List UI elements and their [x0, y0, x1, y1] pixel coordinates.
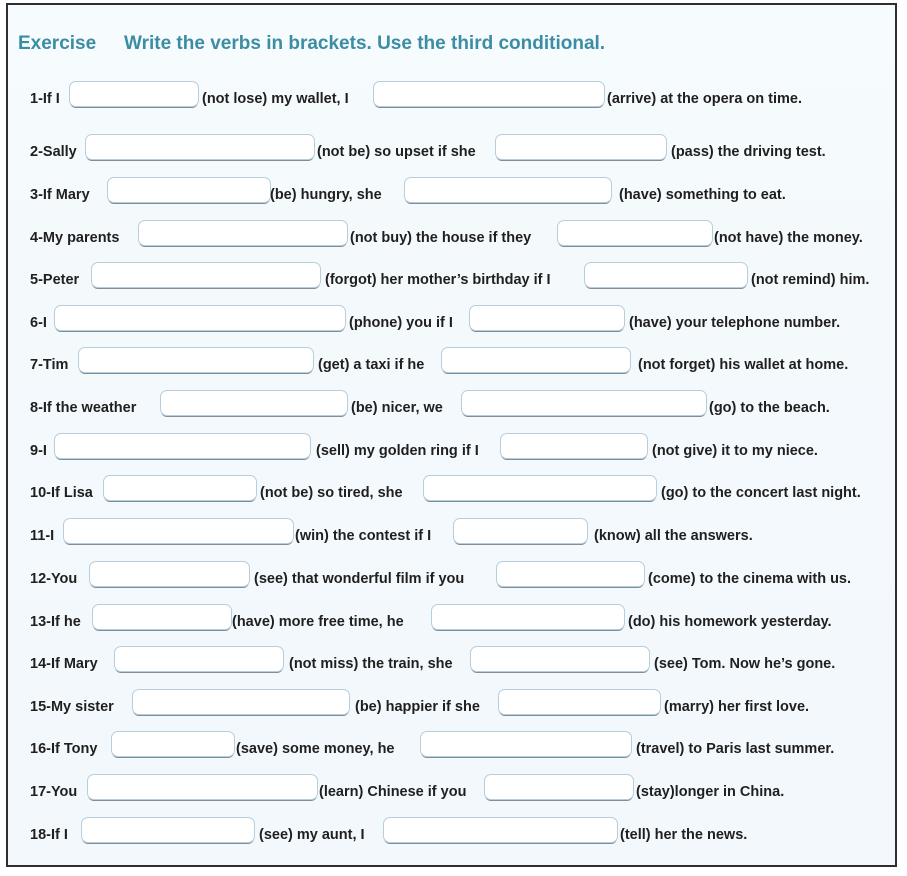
- answer-input-13-2[interactable]: [431, 604, 625, 630]
- item-prompt: 18-If I: [30, 827, 68, 843]
- item-cue: (go) to the beach.: [709, 400, 830, 416]
- answer-input-14-1[interactable]: [114, 646, 284, 672]
- answer-input-16-2[interactable]: [420, 731, 632, 757]
- answer-input-11-2[interactable]: [453, 518, 588, 544]
- item-cue: (have) your telephone number.: [629, 315, 841, 331]
- item-cue: (see) Tom. Now he’s gone.: [654, 656, 836, 672]
- answer-input-5-1[interactable]: [91, 262, 321, 288]
- answer-input-10-2[interactable]: [423, 475, 657, 501]
- answer-input-13-1[interactable]: [92, 604, 232, 630]
- answer-input-4-1[interactable]: [138, 220, 348, 246]
- answer-input-3-1[interactable]: [107, 177, 271, 203]
- answer-input-18-2[interactable]: [383, 817, 618, 843]
- answer-input-5-2[interactable]: [584, 262, 748, 288]
- item-cue: (not give) it to my niece.: [652, 443, 818, 459]
- item-cue: (do) his homework yesterday.: [628, 614, 832, 630]
- exercise-title: [18, 33, 605, 55]
- item-cue: (know) all the answers.: [594, 528, 753, 544]
- answer-input-1-1[interactable]: [69, 81, 199, 107]
- item-prompt: 10-If Lisa: [30, 485, 93, 501]
- item-cue: (arrive) at the opera on time.: [607, 91, 802, 107]
- item-cue: (learn) Chinese if you: [319, 784, 467, 800]
- answer-input-9-2[interactable]: [500, 433, 648, 459]
- item-cue: (see) my aunt, I: [259, 827, 365, 843]
- item-cue: (be) happier if she: [355, 699, 480, 715]
- item-cue: (be) hungry, she: [270, 187, 382, 203]
- item-prompt: 4-My parents: [30, 230, 120, 246]
- item-cue: (not forget) his wallet at home.: [638, 357, 849, 373]
- item-cue: (come) to the cinema with us.: [648, 571, 852, 587]
- item-prompt: 1-If I: [30, 91, 60, 107]
- item-cue: (save) some money, he: [236, 741, 395, 757]
- item-cue: (travel) to Paris last summer.: [636, 741, 835, 757]
- item-prompt: 14-If Mary: [30, 656, 98, 672]
- answer-input-6-2[interactable]: [469, 305, 625, 331]
- item-cue: (go) to the concert last night.: [661, 485, 861, 501]
- answer-input-3-2[interactable]: [404, 177, 612, 203]
- exercise-label: Exercise: [18, 33, 97, 54]
- answer-input-12-1[interactable]: [89, 561, 250, 587]
- answer-input-7-1[interactable]: [78, 347, 314, 373]
- answer-input-7-2[interactable]: [441, 347, 631, 373]
- worksheet: [6, 3, 897, 867]
- item-prompt: 17-You: [30, 784, 78, 800]
- answer-input-12-2[interactable]: [496, 561, 645, 587]
- item-prompt: 13-If he: [30, 614, 81, 630]
- answer-input-9-1[interactable]: [54, 433, 311, 459]
- item-cue: (not miss) the train, she: [289, 656, 453, 672]
- answer-input-15-2[interactable]: [498, 689, 661, 715]
- item-cue: (not have) the money.: [714, 230, 863, 246]
- item-prompt: 7-Tim: [30, 357, 69, 373]
- item-cue: (not buy) the house if they: [350, 230, 532, 246]
- answer-input-8-1[interactable]: [160, 390, 348, 416]
- item-prompt: 8-If the weather: [30, 400, 137, 416]
- item-prompt: 15-My sister: [30, 699, 114, 715]
- item-cue: (pass) the driving test.: [671, 144, 826, 160]
- item-cue: (have) something to eat.: [619, 187, 786, 203]
- item-prompt: 9-I: [30, 443, 47, 459]
- answer-input-16-1[interactable]: [111, 731, 235, 757]
- answer-input-4-2[interactable]: [557, 220, 713, 246]
- answer-input-17-1[interactable]: [87, 774, 318, 800]
- answer-input-6-1[interactable]: [54, 305, 346, 331]
- item-prompt: 16-If Tony: [30, 741, 98, 757]
- item-prompt: 2-Sally: [30, 144, 77, 160]
- answer-input-2-2[interactable]: [495, 134, 667, 160]
- item-cue: (forgot) her mother’s birthday if I: [325, 272, 551, 288]
- item-prompt: 12-You: [30, 571, 78, 587]
- item-cue: (phone) you if I: [349, 315, 453, 331]
- answer-input-8-2[interactable]: [461, 390, 707, 416]
- item-cue: (sell) my golden ring if I: [316, 443, 479, 459]
- answer-input-1-2[interactable]: [373, 81, 605, 107]
- item-cue: (not be) so upset if she: [317, 144, 476, 160]
- answer-input-18-1[interactable]: [81, 817, 255, 843]
- answer-input-10-1[interactable]: [103, 475, 257, 501]
- item-cue: (have) more free time, he: [232, 614, 404, 630]
- exercise-instruction: Write the verbs in brackets. Use the third conditional.: [124, 33, 606, 54]
- answer-input-15-1[interactable]: [132, 689, 350, 715]
- item-cue: (see) that wonderful film if you: [254, 571, 465, 587]
- item-cue: (tell) her the news.: [620, 827, 748, 843]
- answer-input-14-2[interactable]: [470, 646, 650, 672]
- item-cue: (be) nicer, we: [351, 400, 443, 416]
- item-prompt: 5-Peter: [30, 272, 80, 288]
- item-cue: (not lose) my wallet, I: [202, 91, 349, 107]
- item-cue: (win) the contest if I: [295, 528, 432, 544]
- item-prompt: 3-If Mary: [30, 187, 90, 203]
- item-cue: (marry) her first love.: [664, 699, 810, 715]
- item-cue: (stay)longer in China.: [636, 784, 785, 800]
- item-prompt: 11-I: [30, 528, 55, 544]
- item-cue: (not remind) him.: [751, 272, 870, 288]
- item-cue: (get) a taxi if he: [318, 357, 425, 373]
- item-prompt: 6-I: [30, 315, 47, 331]
- answer-input-11-1[interactable]: [63, 518, 294, 544]
- item-cue: (not be) so tired, she: [260, 485, 403, 501]
- answer-input-17-2[interactable]: [484, 774, 634, 800]
- answer-input-2-1[interactable]: [85, 134, 315, 160]
